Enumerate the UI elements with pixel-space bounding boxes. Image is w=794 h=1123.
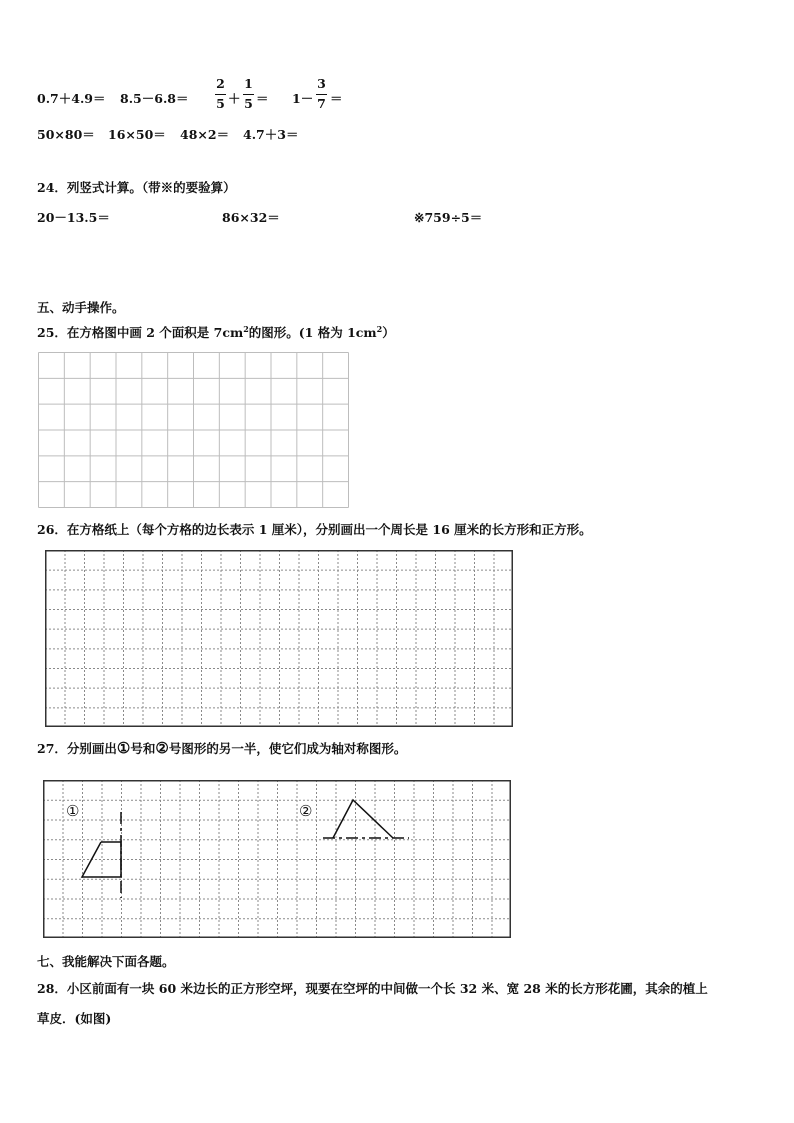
circled-one: ①	[116, 739, 131, 757]
fraction-numerator: 2	[216, 76, 225, 91]
q25-superscript: 2	[243, 323, 249, 334]
one-minus: 1－	[292, 91, 314, 106]
fraction-numerator: 3	[317, 76, 326, 91]
expr-50x80: 50×80＝	[37, 127, 95, 142]
figure-2-label: ②	[299, 802, 313, 820]
equals-sign: ＝	[330, 91, 343, 106]
fraction-3-7	[316, 78, 327, 110]
figure-2-half-shape	[333, 800, 393, 838]
fraction-denominator: 5	[216, 95, 225, 111]
expr-0.7-plus-4.9: 0.7＋4.9＝	[37, 91, 106, 106]
q27-text-mid: 号和	[130, 741, 156, 756]
square-grid-q25[interactable]	[38, 352, 349, 508]
question-27-text	[37, 739, 406, 757]
fraction-denominator: 7	[317, 95, 326, 111]
fraction-denominator: 5	[244, 95, 253, 111]
question-25-text	[37, 323, 395, 341]
expr-759-div-5: ※759÷5＝	[414, 210, 483, 225]
question-28-line-1: 28．小区前面有一块 60 米边长的正方形空坪，现要在空坪的中间做一个长 32 米、宽 28 米的长方形花圃，其余的植上	[37, 981, 708, 996]
expr-16x50: 16×50＝	[108, 127, 166, 142]
expr-48x2: 48×2＝	[180, 127, 230, 142]
section-seven-heading: 七、我能解决下面各题。	[37, 954, 175, 969]
fraction-2-5	[215, 78, 226, 110]
plus-sign: ＋	[228, 91, 241, 106]
dotted-grid-q26[interactable]	[45, 550, 513, 727]
expr-20-minus-13.5: 20－13.5＝	[37, 210, 110, 225]
figure-1-label: ①	[66, 802, 80, 820]
q25-text-post: ）	[382, 325, 395, 340]
expr-86x32: 86×32＝	[222, 210, 280, 225]
section-five-heading: 五、动手操作。	[37, 300, 125, 315]
fraction-1-5	[243, 78, 254, 110]
expr-4.7-plus-3: 4.7＋3＝	[243, 127, 299, 142]
q25-text-pre: 25．在方格图中画 2 个面积是 7cm	[37, 325, 244, 340]
question-28-line-2: 草皮．(如图)	[37, 1011, 112, 1026]
q27-text-pre: 27．分别画出	[37, 741, 117, 756]
fraction-numerator: 1	[244, 76, 253, 91]
question-26-text: 26．在方格纸上（每个方格的边长表示 1 厘米），分别画出一个周长是 16 厘米的长方形和正方形。	[37, 522, 592, 537]
q25-text-mid: 的图形。(1 格为 1cm	[248, 325, 377, 340]
q25-superscript: 2	[376, 323, 383, 334]
q27-text-post: 号图形的另一半，使它们成为轴对称图形。	[168, 741, 407, 756]
dotted-grid-q27[interactable]	[43, 780, 511, 938]
expr-8.5-minus-6.8: 8.5－6.8＝	[120, 91, 189, 106]
equals-sign: ＝	[256, 91, 269, 106]
question-24-title: 24．列竖式计算。（带※的要验算）	[37, 180, 236, 195]
circled-two: ②	[155, 739, 169, 757]
